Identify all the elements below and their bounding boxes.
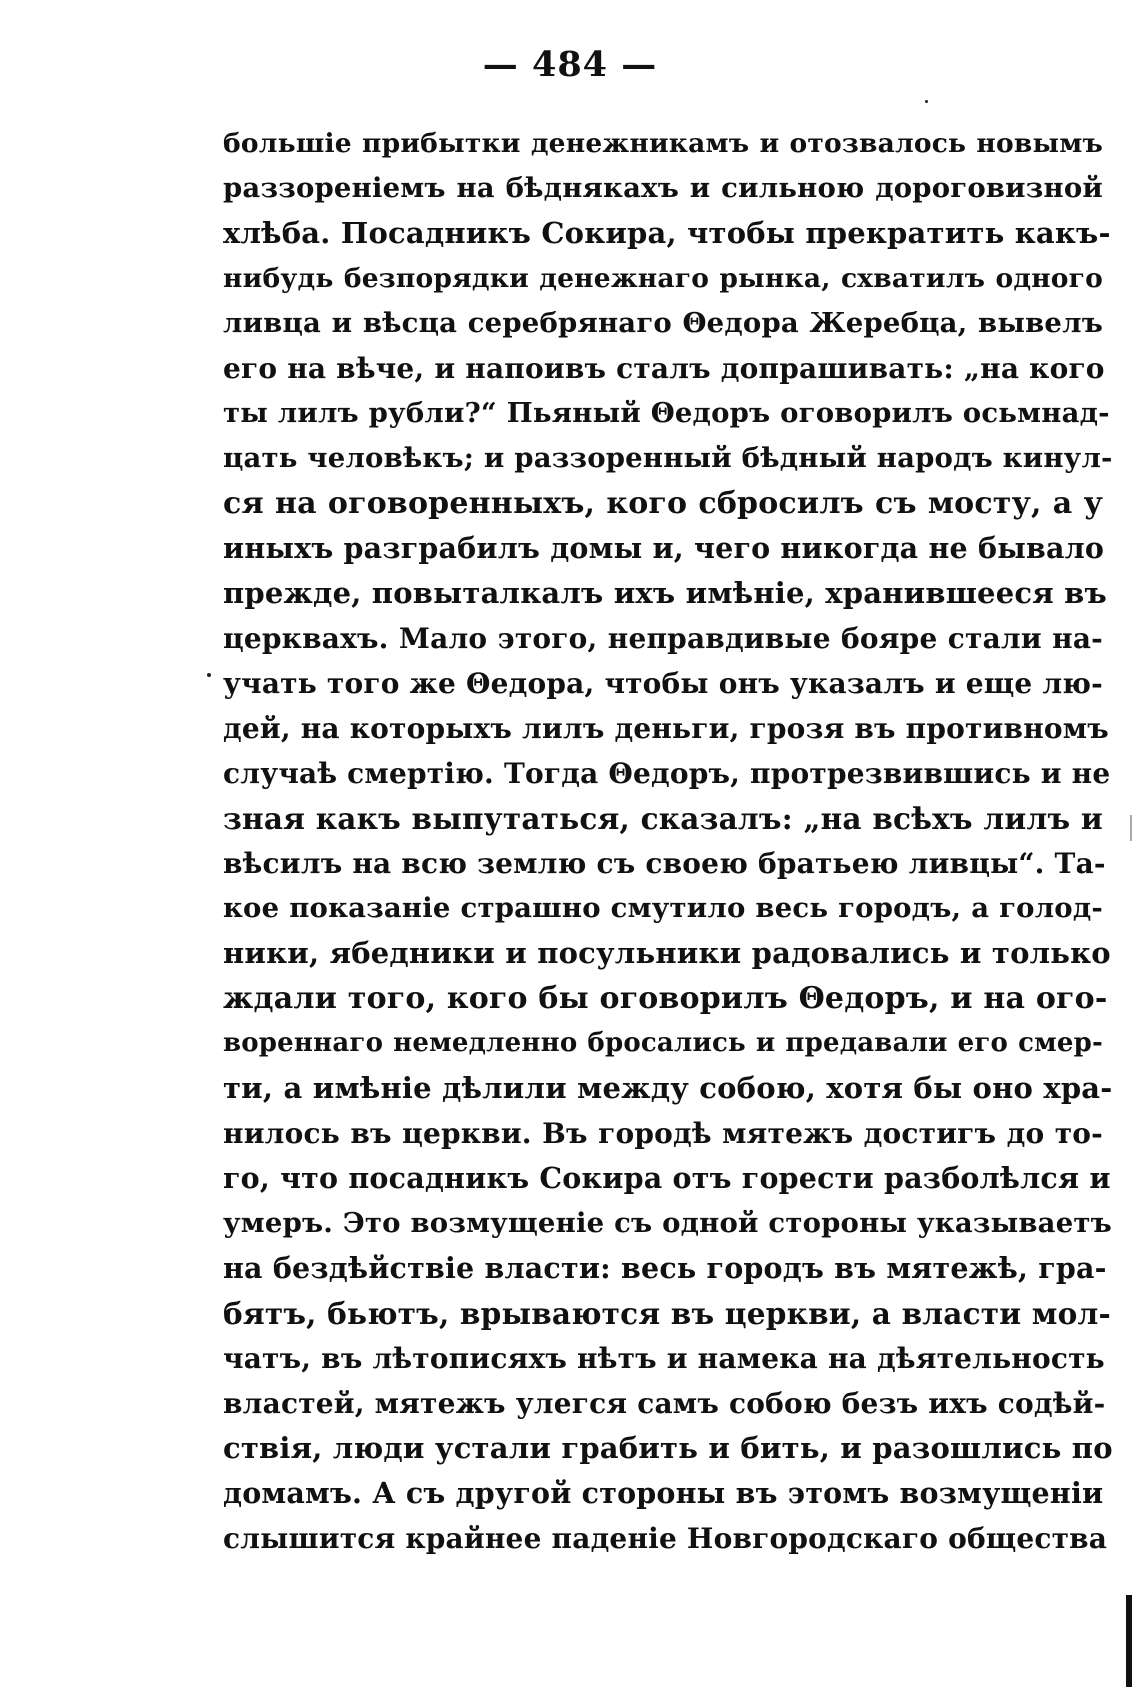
body-text [223, 121, 1113, 1561]
scan-edge-mark [1130, 815, 1132, 841]
text-line: ники, ябедники и посульники радовались и только [223, 936, 1111, 970]
text-line: кое показаніе страшно смутило весь городъ, а голод- [223, 892, 1103, 924]
text-line: церквахъ. Мало этого, неправдивые бояре стали на- [223, 622, 1103, 655]
text-line: учать того же Θедора, чтобы онъ указалъ и еще лю- [223, 667, 1103, 700]
text-line: большіе прибытки денежникамъ и отозвалось новымъ [223, 128, 1103, 159]
scan-speck [925, 100, 928, 103]
text-line: слышится крайнее паденіе Новгородскаго общества [223, 1522, 1108, 1555]
text-line: случаѣ смертію. Тогда Θедоръ, протрезвившись и не [223, 757, 1111, 790]
scan-speck [207, 673, 211, 677]
text-line: вореннаго немедленно бросались и предавали его смер- [223, 1028, 1103, 1058]
text-line: дей, на которыхъ лилъ деньги, грозя въ противномъ [223, 712, 1109, 745]
text-line: иныхъ разграбилъ домы и, чего никогда не бывало [223, 531, 1105, 565]
scan-edge-mark [1126, 1595, 1132, 1687]
text-line: домамъ. А съ другой стороны въ этомъ возмущеніи [223, 1476, 1104, 1510]
text-line: раззореніемъ на бѣднякахъ и сильною дороговизной [223, 172, 1103, 204]
text-line: го, что посадникъ Сокира отъ горести разболѣлся и [223, 1161, 1111, 1195]
text-line: нибудь безпорядки денежнаго рынка, схватилъ одного [223, 263, 1103, 294]
text-line: хлѣба. Посадникъ Сокира, чтобы прекратить какъ- [223, 216, 1111, 250]
text-line: прежде, повыталкалъ ихъ имѣніе, хранившееся въ [223, 576, 1107, 610]
text-line: вѣсилъ на всю землю съ своею братьею ливцы“. Та- [223, 847, 1106, 880]
text-line: ти, а имѣніе дѣлили между собою, хотя бы оно хра- [223, 1071, 1113, 1105]
text-line: нилось въ церкви. Въ городѣ мятежъ достигъ до то- [223, 1117, 1103, 1150]
text-line: ливца и вѣсца серебрянаго Θедора Жеребца, вывелъ [223, 307, 1103, 339]
page-number: — 484 — [482, 44, 658, 85]
text-line: ся на оговоренныхъ, кого сбросилъ съ мосту, а у [223, 486, 1103, 521]
text-line: цать человѣкъ; и раззоренный бѣдный народъ кинул- [223, 442, 1113, 474]
text-line: ствія, люди устали грабить и бить, и разошлись по [223, 1431, 1113, 1465]
text-line: на бездѣйствіе власти: весь городъ въ мятежѣ, гра- [223, 1251, 1107, 1285]
text-line: зная какъ выпутаться, сказалъ: „на всѣхъ лилъ и [223, 801, 1103, 836]
text-line: ты лилъ рубли?“ Пьяный Θедоръ оговорилъ осьмнад- [223, 397, 1110, 429]
text-line: бятъ, бьютъ, врываются въ церкви, а власти мол- [223, 1296, 1111, 1331]
text-line: чатъ, въ лѣтописяхъ нѣтъ и намека на дѣятельность [223, 1342, 1105, 1375]
text-line: властей, мятежъ улегся самъ собою безъ ихъ содѣй- [223, 1387, 1106, 1420]
text-line: ждали того, кого бы оговорилъ Θедоръ, и на ого- [223, 981, 1108, 1016]
text-line: его на вѣче, и напоивъ сталъ допрашивать: „на кого [223, 352, 1105, 385]
text-line: умеръ. Это возмущеніе съ одной стороны указываетъ [223, 1207, 1112, 1239]
